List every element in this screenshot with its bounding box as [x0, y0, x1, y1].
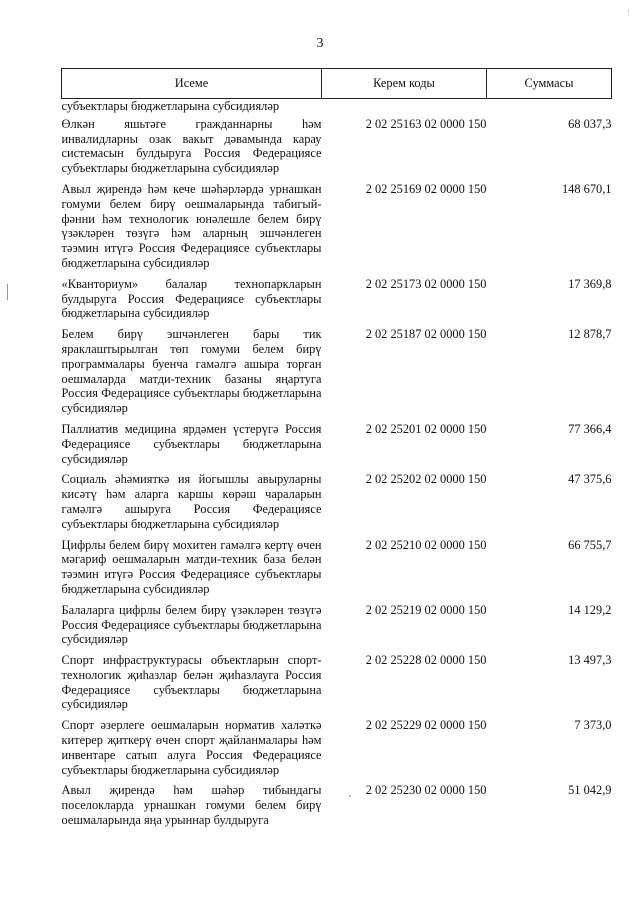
- row-amount: 77 366,4: [568, 421, 612, 436]
- table-row: [62, 718, 612, 783]
- row-code: 2 02 25229 02 0000 150: [365, 718, 487, 733]
- row-code: 2 02 25202 02 0000 150: [365, 472, 487, 487]
- row-amount: 13 497,3: [568, 653, 612, 668]
- table-header-row: [62, 69, 612, 99]
- row-amount: 148 670,1: [561, 181, 612, 196]
- row-amount: 66 755,7: [568, 537, 612, 552]
- table-row: [62, 117, 612, 182]
- row-amount: 47 375,6: [568, 472, 612, 487]
- budget-table: [61, 68, 612, 834]
- row-amount: 51 042,9: [568, 783, 612, 798]
- row-name: Спорт әзерлеге оешмаларын норматив халәткә китерер җиткерү өчен спорт җайланмалары һәм инвентаре сатып алуга Россия Федерациясе субъектлары бюджетларына субсидияләр: [61, 718, 322, 777]
- table-row: [62, 653, 612, 718]
- row-name: Социаль әһәмияткә ия йогышлы авыруларны кисәтү һәм аларга каршы көрәш чараларын гамәлгә ашыруга Россия Федерациясе субъектлары бюджетларына субсидияләр: [61, 472, 322, 531]
- table-row: [62, 422, 612, 472]
- header-code: Керем коды: [322, 69, 487, 99]
- page-number: 3: [316, 36, 324, 51]
- row-code: 2 02 25169 02 0000 150: [365, 181, 487, 196]
- table-row: [62, 603, 612, 653]
- table-row: [62, 783, 612, 833]
- row-name: Паллиатив медицина ярдәмен үстерүгә Россия Федерациясе субъектлары бюджетларына субсидияләр: [61, 421, 322, 466]
- row-name: «Кванториум» балалар технопаркларын булдыруга Россия Федерациясе субъектлары бюджетларына субсидияләр: [61, 276, 322, 321]
- table-row: [62, 277, 612, 327]
- row-code: 2 02 25230 02 0000 150: [365, 783, 487, 798]
- row-code: 2 02 25210 02 0000 150: [365, 537, 487, 552]
- row-name: Цифрлы белем бирү мохитен гамәлгә кертү өчен мәгариф оешмаларын матди-техник база белән тәэмин итүгә Россия Федерациясе субъектлары бюджетларына субсидияләр: [61, 537, 322, 596]
- header-amount: Суммасы: [487, 69, 612, 99]
- row-name: Өлкән яшьтәге гражданнарны һәм инвалидларны озак вакыт дәвамында карау системасын булдыруга Россия Федерациясе субъектлары бюджетларына субсидияләр: [61, 116, 322, 176]
- row-name: Балаларга цифрлы белем бирү үзәкләрен төзүгә Россия Федерациясе субъектлары бюджетларына субсидияләр: [61, 602, 322, 647]
- table-row: [62, 182, 612, 277]
- row-code: 2 02 25228 02 0000 150: [365, 653, 487, 668]
- row-amount: 7 373,0: [574, 718, 612, 733]
- row-name: Авыл җирендә һәм шәһәр тибындагы поселокларда урнашкан гомуми белем бирү оешмаларында яңа урыннар булдыруга: [61, 783, 322, 828]
- table-row: [62, 327, 612, 422]
- row-amount: 12 878,7: [568, 327, 612, 342]
- row-amount: 14 129,2: [568, 602, 612, 617]
- row-code: 2 02 25201 02 0000 150: [365, 421, 487, 436]
- row-name: Спорт инфраструктурасы объектларын спорт-технологик җиһазлар белән җиһазлауга Россия Федерациясе субъектлары бюджетларына субсидияләр: [61, 653, 322, 712]
- row-name: Авыл җирендә һәм кече шәһәрләрдә урнашкан гомуми белем бирү оешмаларында табигый-фәнни һәм технологик юнәлешле белем бирү үзәкләрен төзүгә һәм аларның эшчәнлеген тәэмин итүгә Россия Федерациясе субъектлары бюджетларына субсидияләр: [61, 181, 322, 270]
- continuation-row: [62, 99, 612, 117]
- table-row: [62, 472, 612, 537]
- row-amount: 17 369,8: [568, 276, 612, 291]
- row-name: Белем бирү эшчәнлеген бары тик яраклаштырылган төп гомуми белем бирү программалары буенча гамәлгә ашыра торган оешмаларда матди-техник базаны яңартуга Россия Федерациясе субъектлары бюджетларына субсидияләр: [61, 327, 322, 416]
- row-code: 2 02 25219 02 0000 150: [365, 602, 487, 617]
- row-code: 2 02 25187 02 0000 150: [365, 327, 487, 342]
- table-row: [62, 538, 612, 603]
- corner-mark: ⁝: [627, 8, 630, 18]
- header-name: Исеме: [62, 69, 322, 99]
- row-code: 2 02 25163 02 0000 150: [365, 116, 487, 131]
- row-amount: 68 037,3: [568, 116, 612, 131]
- margin-mark: [7, 284, 8, 300]
- row-code: 2 02 25173 02 0000 150: [365, 276, 487, 291]
- continuation-text: субъектлары бюджетларына субсидияләр: [61, 99, 280, 113]
